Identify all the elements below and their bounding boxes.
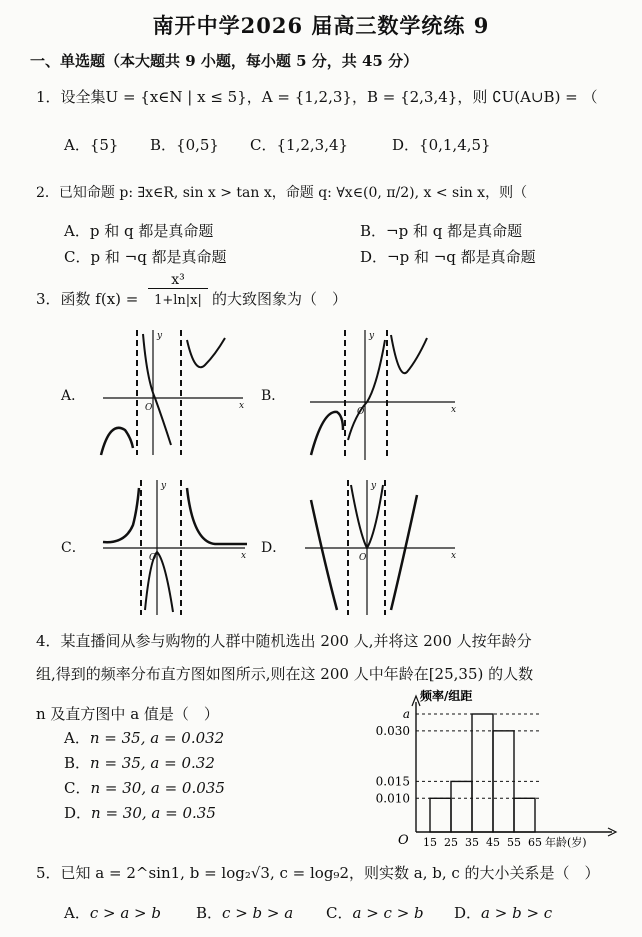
histogram-bar-25-35 (451, 781, 472, 832)
q4-option-c-text: n = 30, a = 0.035 (90, 779, 225, 797)
q4-option-c[interactable] (64, 777, 225, 798)
q1-option-b-label: B． (150, 136, 177, 154)
graph-b-y-label: y (369, 331, 375, 341)
histogram-x-tick-55: 55 (507, 836, 521, 848)
q5-option-b-label: B． (196, 904, 223, 922)
graph-c[interactable] (103, 480, 247, 615)
question-1-stem: 1．设全集U = {x∈N | x ≤ 5}，A = {1,2,3}，B = {2,3,4}，则 ∁U(A∪B) = （ (36, 88, 598, 106)
graph-d-x-label: x (451, 551, 457, 561)
question-5-stem: 5．已知 a = 2^sin1, b = log₂√3, c = log₉2，则实数 a, b, c 的大小关系是（ ） (36, 864, 600, 882)
graph-c-curve-right (187, 488, 247, 544)
q2-option-a-text: p 和 q 都是真命题 (89, 222, 214, 240)
histogram-bar-15-25 (430, 798, 451, 832)
graph-a-label: A． (61, 388, 86, 404)
question-4-line-2: 组,得到的频率分布直方图如图所示,则在这 200 人中年龄在[25,35) 的人数 (36, 665, 534, 683)
question-3-prefix: 3．函数 f(x) = (36, 290, 139, 308)
question-3-suffix: 的大致图象为（ ） (212, 290, 348, 308)
q2-option-b-text: ¬p 和 q 都是真命题 (386, 222, 523, 240)
q5-option-c-text: a > c > b (352, 904, 424, 922)
q5-option-c[interactable] (326, 902, 424, 923)
q5-option-a[interactable] (64, 902, 161, 923)
histogram-x-tick-15: 15 (423, 836, 437, 848)
q2-option-c[interactable] (64, 246, 227, 267)
graph-d-curve-left (311, 500, 337, 610)
q4-option-d-text: n = 30, a = 0.35 (91, 804, 216, 822)
q4-option-a-label: A． (64, 729, 90, 747)
q2-option-c-label: C． (64, 248, 91, 266)
graph-a-curve-left (101, 428, 133, 455)
graph-d[interactable] (305, 480, 455, 615)
graph-a-curve-right (187, 338, 225, 367)
q1-option-d[interactable] (392, 134, 491, 155)
graph-a-curve-middle (143, 334, 171, 445)
q1-option-d-label: D． (392, 136, 420, 154)
page-title: 南开中学2026 届高三数学统练 9 (152, 13, 490, 38)
graph-a-origin: O (145, 403, 153, 413)
graph-c-x-label: x (241, 551, 247, 561)
q5-option-b-text: c > b > a (222, 904, 294, 922)
graph-c-curve-left (103, 488, 139, 542)
q1-option-b-text: {0,5} (176, 136, 219, 154)
q4-option-d-label: D． (64, 804, 92, 822)
histogram-x-tick-25: 25 (444, 836, 458, 848)
question-2-stem: 2．已知命题 p: ∃x∈R, sin x > tan x，命题 q: ∀x∈(0, π/2), x < sin x，则（ (36, 185, 528, 201)
q5-option-d-text: a > b > c (481, 904, 553, 922)
histogram-bar-35-45 (472, 714, 493, 832)
graph-b[interactable] (310, 330, 455, 460)
q5-option-a-text: c > a > b (89, 904, 161, 922)
q2-option-c-text: p 和 ¬q 都是真命题 (90, 248, 227, 266)
q5-option-d[interactable] (454, 902, 552, 923)
q2-option-b-label: B． (360, 222, 387, 240)
q5-option-d-label: D． (454, 904, 482, 922)
graph-d-curve-right (391, 495, 417, 610)
histogram-y-tick-3: 0.010 (375, 791, 410, 806)
graph-b-curve-right (391, 335, 427, 373)
histogram-y-tick-0: a (402, 707, 410, 721)
q2-option-d-label: D． (360, 248, 388, 266)
q5-option-a-label: A． (64, 904, 90, 922)
q1-option-d-text: {0,1,4,5} (419, 136, 491, 154)
q4-option-b-label: B． (64, 754, 91, 772)
q5-option-c-label: C． (326, 904, 353, 922)
graph-a-y-label: y (157, 331, 163, 341)
question-4-line-3: n 及直方图中 a 值是（ ） (36, 705, 219, 723)
q2-option-d-text: ¬p 和 ¬q 都是真命题 (387, 248, 536, 266)
histogram-x-tick-45: 45 (486, 836, 500, 848)
histogram-x-label: 年龄(岁) (545, 836, 587, 848)
q4-option-a[interactable] (64, 727, 224, 748)
histogram-bar-55-65 (514, 798, 535, 832)
histogram-origin: O (398, 833, 409, 848)
graph-a[interactable] (101, 330, 243, 455)
q5-option-b[interactable] (196, 902, 293, 923)
graph-c-y-label: y (161, 481, 167, 491)
graph-d-origin: O (359, 553, 367, 563)
q3-graphs (55, 320, 615, 620)
q3-fraction-numerator: x³ (148, 272, 208, 289)
graph-b-x-label: x (451, 405, 457, 415)
q4-option-b[interactable] (64, 752, 215, 773)
q1-option-a-label: A． (64, 136, 90, 154)
histogram-x-tick-65: 65 (528, 836, 542, 848)
q1-option-c-text: {1,2,3,4} (276, 136, 349, 154)
graph-a-x-label: x (239, 401, 245, 411)
q1-option-a[interactable] (64, 134, 118, 155)
graph-b-curve-left (311, 412, 343, 455)
q1-option-c-label: C． (250, 136, 277, 154)
graph-b-origin: O (357, 407, 365, 417)
histogram-chart (360, 688, 622, 848)
q2-option-d[interactable] (360, 246, 536, 267)
q1-option-c[interactable] (250, 134, 348, 155)
q4-option-c-label: C． (64, 779, 91, 797)
graph-b-label: B． (261, 388, 286, 404)
q4-option-d[interactable] (64, 802, 216, 823)
histogram-x-tick-35: 35 (465, 836, 479, 848)
histogram-y-tick-1: 0.030 (375, 723, 410, 738)
q2-option-b[interactable] (360, 220, 522, 241)
question-4-line-1: 4．某直播间从参与购物的人群中随机选出 200 人,并将这 200 人按年龄分 (36, 632, 532, 650)
q2-option-a-label: A． (64, 222, 90, 240)
graph-d-label: D． (261, 540, 287, 556)
histogram-y-tick-2: 0.015 (375, 774, 410, 789)
histogram-y-label: 频率/组距 (420, 689, 473, 703)
section-heading: 一、单选题（本大题共 9 小题，每小题 5 分，共 45 分） (30, 52, 419, 70)
q4-option-a-text: n = 35, a = 0.032 (89, 729, 225, 747)
graph-d-y-label: y (371, 481, 377, 491)
q4-option-b-text: n = 35, a = 0.32 (90, 754, 215, 772)
q2-option-a[interactable] (64, 220, 213, 241)
q1-option-a-text: {5} (89, 136, 119, 154)
q3-fraction-denominator: 1+ln|x| (154, 293, 202, 308)
graph-b-curve-middle (348, 340, 385, 440)
graph-c-label: C． (61, 540, 86, 556)
graph-c-origin: O (149, 553, 157, 563)
q1-option-b[interactable] (150, 134, 219, 155)
